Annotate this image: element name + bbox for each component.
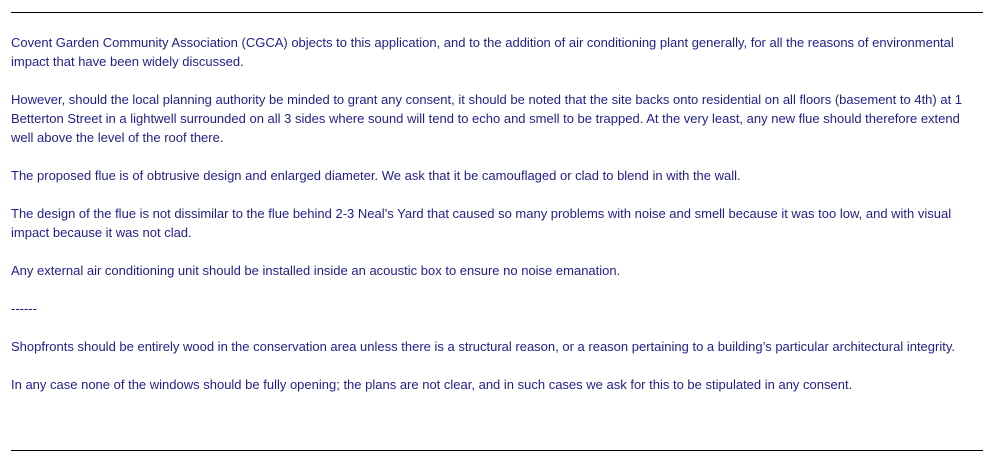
- section-separator: ------: [11, 301, 37, 316]
- top-divider: [11, 12, 983, 13]
- paragraph-residential-concern: However, should the local planning authority be minded to grant any consent, it should be noted that the site backs onto residential on all floors (basement to 4th) at 1 Betterton Street in a lightwell surrounded on all 3 sides where sound will tend to echo and smell to be trapped. At the very least, any new flue should therefore extend well above the level of the roof there.: [11, 92, 963, 145]
- paragraph-acoustic-box: Any external air conditioning unit should be installed inside an acoustic box to ensure no noise emanation.: [11, 263, 621, 278]
- paragraph-windows: In any case none of the windows should be fully opening; the plans are not clear, and in such cases we ask for this to be stipulated in any consent.: [11, 377, 853, 392]
- paragraph-shopfronts: Shopfronts should be entirely wood in the conservation area unless there is a structural reason, or a reason pertaining to a building’s particular architectural integrity.: [11, 339, 955, 354]
- comment-body: [11, 33, 979, 413]
- paragraph-flue-design: The proposed flue is of obtrusive design and enlarged diameter. We ask that it be camouflaged or clad to blend in with the wall.: [11, 168, 741, 183]
- paragraph-neals-yard-comparison: The design of the flue is not dissimilar to the flue behind 2-3 Neal’s Yard that caused so many problems with noise and smell because it was too low, and with visual impact because it was not clad.: [11, 206, 952, 240]
- paragraph-objection: Covent Garden Community Association (CGCA) objects to this application, and to the addition of air conditioning plant generally, for all the reasons of environmental impact that have been widely discussed.: [11, 35, 954, 69]
- bottom-divider: [11, 450, 983, 451]
